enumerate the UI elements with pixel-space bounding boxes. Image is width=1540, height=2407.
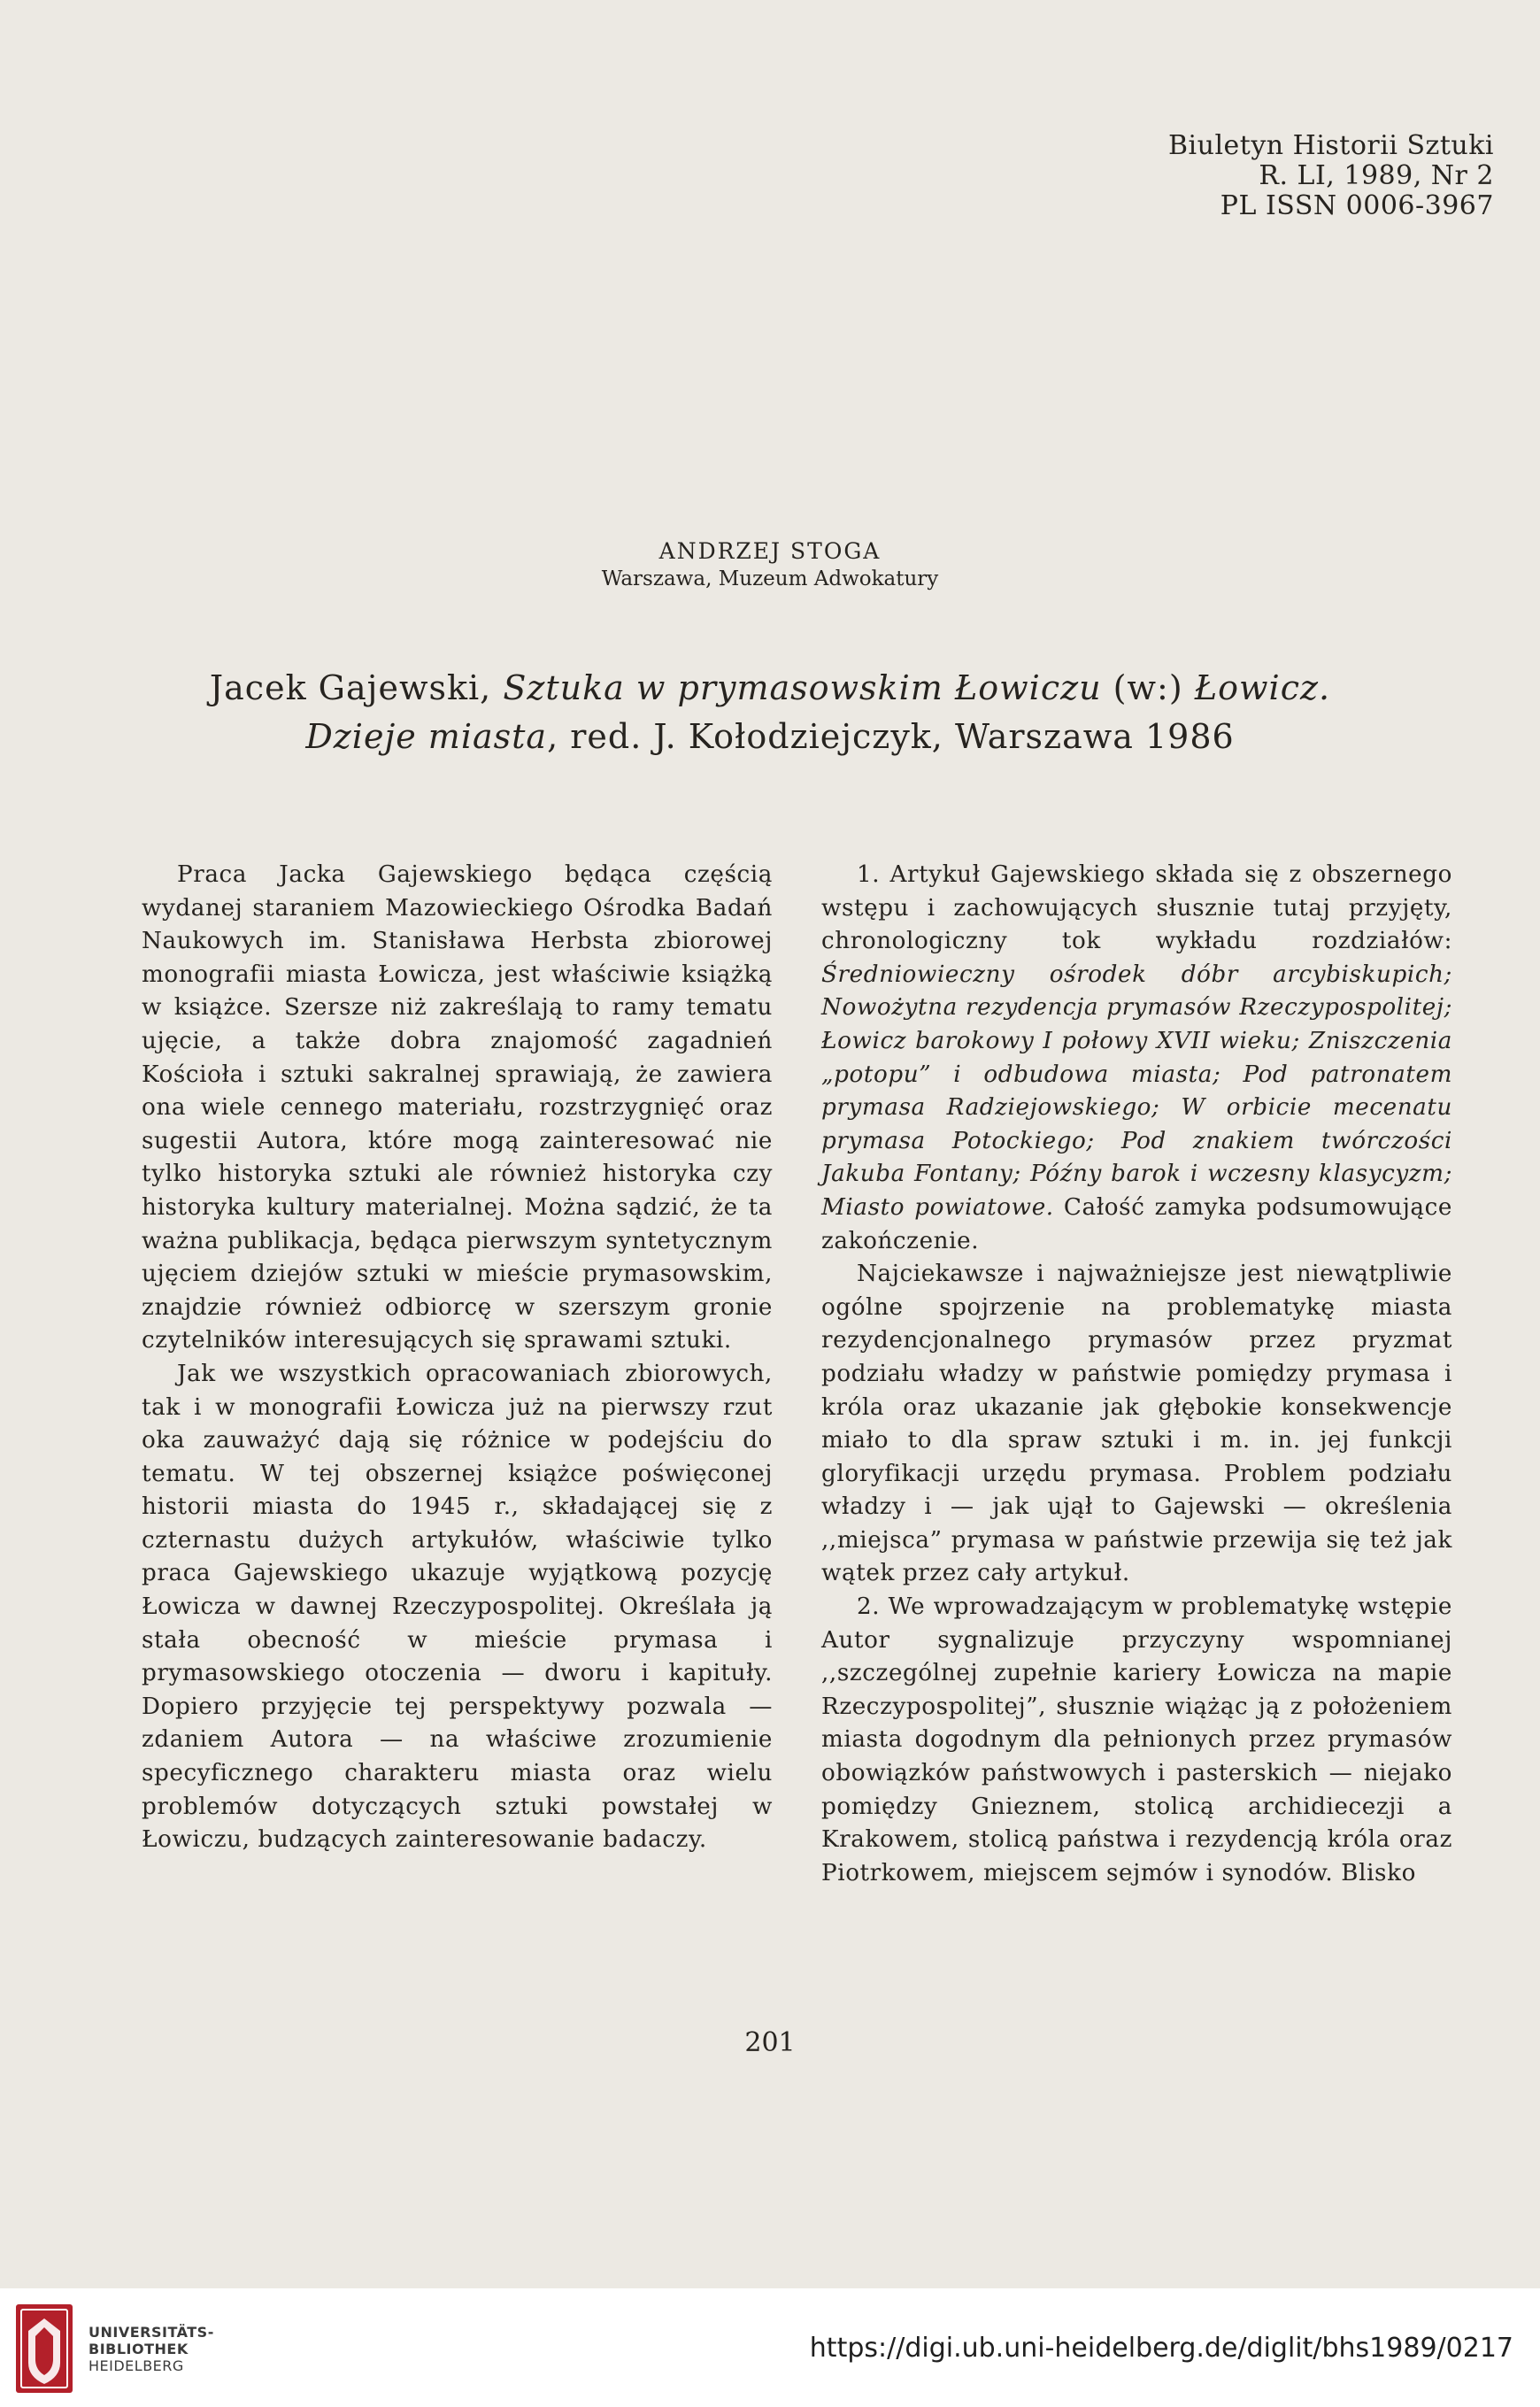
- title-volume-sub: Dzieje miasta: [305, 717, 548, 756]
- journal-header: [998, 131, 1494, 221]
- title-book: Sztuka w prymasowskim Łowiczu: [503, 668, 1102, 707]
- title-part: (w:): [1101, 668, 1195, 707]
- right-column: [821, 859, 1452, 1890]
- library-name: [89, 2324, 214, 2374]
- left-column: [142, 859, 773, 1857]
- paragraph: Jak we wszystkich opracowaniach zbiorowych, tak i w monografii Łowicza już na pierwszy rzut oka zauważyć dają się różnice w podejściu do tematu. W tej obszernej książce poświęconej historii miasta do 1945 r., składającej się z czternastu dużych artykułów, właściwie tylko praca Gajewskiego ukazuje wyjątkową pozycję Łowicza w dawnej Rzeczypospolitej. Określała ją stała obecność w mieście prymasa i prymasowskiego otoczenia — dworu i kapituły. Dopiero przyjęcie tej perspektywy pozwala — zdaniem Autora — na właściwe zrozumienie specyficznego charakteru miasta oraz wielu problemów dotyczących sztuki powstałej w Łowiczu, budzących zainteresowanie badaczy.: [142, 1360, 773, 1854]
- paragraph: [821, 859, 1452, 1258]
- paragraph: Praca Jacka Gajewskiego będąca częścią wydanej staraniem Mazowieckiego Ośrodka Badań Naukowych im. Stanisława Herbsta zbiorowej monografii miasta Łowicza, jest właściwie książką w książce. Szersze niż zakreślają to ramy tematu ujęcie, a także dobra znajomość zagadnień Kościoła i sztuki sakralnej sprawiają, że zawiera ona wiele cennego materiału, rozstrzygnięć oraz sugestii Autora, które mogą zainteresować nie tylko historyka sztuki ale również historyka czy historyka kultury materialnej. Można sądzić, że ta ważna publikacja, będąca pierwszym syntetycznym ujęciem dziejów sztuki w mieście prymasowskim, znajdzie również odbiorcę w szerszym gronie czytelników interesujących się sprawami sztuki.: [142, 861, 773, 1354]
- source-url-link[interactable]: https://digi.ub.uni-heidelberg.de/diglit/bhs1989/0217: [809, 2333, 1513, 2364]
- title-part: , red. J. Kołodziejczyk, Warszawa 1986: [547, 717, 1235, 756]
- title-volume: Łowicz.: [1194, 668, 1331, 707]
- library-line: HEIDELBERG: [89, 2357, 184, 2374]
- review-title: [142, 664, 1398, 761]
- journal-issn: PL ISSN 0006-3967: [1220, 190, 1494, 221]
- author-block: [0, 538, 1540, 591]
- journal-title: Biuletyn Historii Sztuki: [1167, 130, 1494, 161]
- paragraph: 2. We wprowadzającym w problematykę wstępie Autor sygnalizuje przyczyny wspomnianej ,,szczególnej zupełnie kariery Łowicza na mapie Rzeczypospolitej”, słusznie wiążąc ją z położeniem miasta dogodnym dla pełnionych przez prymasów obowiązków państwowych i pasterskich — niejako pomiędzy Gnieznem, stolicą archidiecezji a Krakowem, stolicą państwa i rezydencją króla oraz Piotrkowem, miejscem sejmów i synodów. Blisko: [821, 1593, 1452, 1886]
- author-name: ANDRZEJ STOGA: [658, 538, 882, 564]
- journal-volume: R. LI, 1989, Nr 2: [1259, 160, 1494, 191]
- footer-bar: [0, 2288, 1540, 2407]
- author-affiliation: Warszawa, Muzeum Adwokatury: [601, 567, 939, 590]
- university-seal-icon: [12, 2301, 76, 2396]
- chapter-list: Średniowieczny ośrodek dóbr arcybiskupich; Nowożytna rezydencja prymasów Rzeczypospolitej; Łowicz barokowy I połowy XVII wieku; Zniszczenia „potopu” i odbudowa miasta; Pod patronatem prymasa Radziejowskiego; W orbicie mecenatu prymasa Potockiego; Pod znakiem twórczości Jakuba Fontany; Późny barok i wczesny klasycyzm; Miasto powiatowe.: [821, 960, 1452, 1221]
- paragraph-text: Całość zamyka podsumowujące zakończenie.: [821, 1193, 1452, 1254]
- library-line: BIBLIOTHEK: [89, 2341, 189, 2357]
- title-part: Jacek Gajewski,: [209, 668, 504, 707]
- library-line: UNIVERSITÄTS-: [89, 2324, 214, 2341]
- page-number: 201: [744, 2027, 796, 2058]
- paragraph: Najciekawsze i najważniejsze jest niewątpliwie ogólne spojrzenie na problematykę miasta rezydencjonalnego prymasów przez pryzmat podziału władzy w państwie pomiędzy prymasa i króla oraz ukazanie jak głębokie konsekwencje miało to dla spraw sztuki i m. in. jej funkcji gloryfikacji urzędu prymasa. Problem podziału władzy i — jak ujął to Gajewski — określenia ,,miejsca” prymasa w państwie przewija się też jak wątek przez cały artykuł.: [821, 1261, 1452, 1587]
- paragraph-text: 1. Artykuł Gajewskiego składa się z obszernego wstępu i zachowujących słusznie tutaj przyjęty, chronologiczny tok wykładu rozdziałów:: [821, 861, 1452, 955]
